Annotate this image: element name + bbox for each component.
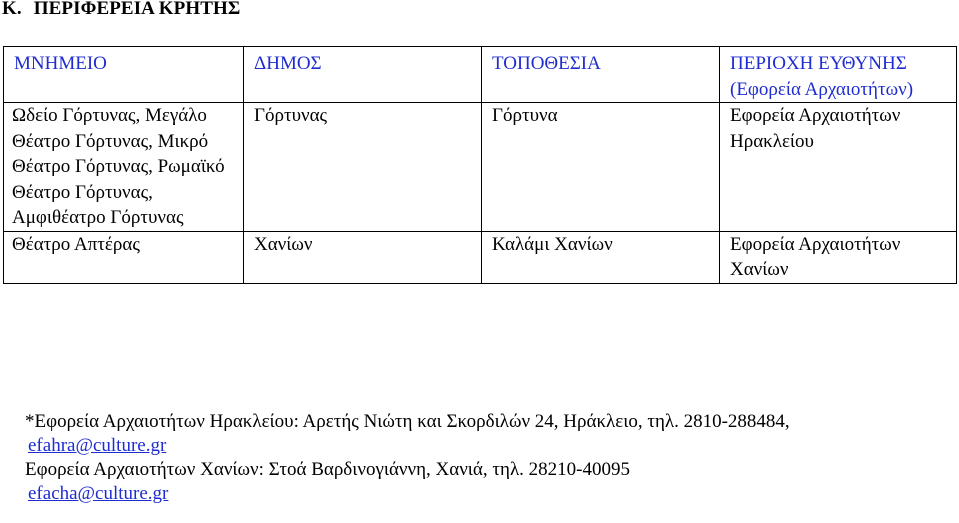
section-heading [2,0,240,20]
cell-location: Καλάμι Χανίων [482,231,720,283]
cell-monument: Ωδείο Γόρτυνας, Μεγάλο Θέατρο Γόρτυνας, Μικρό Θέατρο Γόρτυνας, Ρωμαϊκό Θέατρο Γόρτυνας, Αμφιθέατρο Γόρτυνας [4,103,244,232]
chania-email-link[interactable]: efacha@culture.gr [28,483,169,504]
heraklion-email-link[interactable]: efahra@culture.gr [28,435,167,456]
column-header-authority: ΠΕΡΙΟΧΗ ΕΥΘΥΝΗΣ (Εφορεία Αρχαιοτήτων) [720,47,957,103]
column-header-municipality: ΔΗΜΟΣ [244,47,482,103]
cell-municipality: Γόρτυνας [244,103,482,232]
cell-authority: Εφορεία Αρχαιοτήτων Ηρακλείου [720,103,957,232]
table-header-row [4,47,957,103]
heraklion-contact-text: *Εφορεία Αρχαιοτήτων Ηρακλείου: Αρετής Νιώτη και Σκορδιλών 24, Ηράκλειο, τηλ. 2810-288484, [25,411,790,432]
section-number: Κ. [2,0,22,19]
cell-authority: Εφορεία Αρχαιοτήτων Χανίων [720,231,957,283]
cell-municipality: Χανίων [244,231,482,283]
chania-contact-text: Εφορεία Αρχαιοτήτων Χανίων: Στοά Βαρδινογιάννη, Χανιά, τηλ. 28210-40095 [25,459,630,480]
column-header-monument: ΜΝΗΜΕΙΟ [4,47,244,103]
monuments-table [3,46,957,284]
column-header-location: ΤΟΠΟΘΕΣΙΑ [482,47,720,103]
table-row [4,103,957,232]
contact-notes [25,410,950,506]
section-title: ΠΕΡΙΦΕΡΕΙΑ ΚΡΗΤΗΣ [33,0,241,19]
cell-location: Γόρτυνα [482,103,720,232]
cell-monument: Θέατρο Απτέρας [4,231,244,283]
table-row [4,231,957,283]
